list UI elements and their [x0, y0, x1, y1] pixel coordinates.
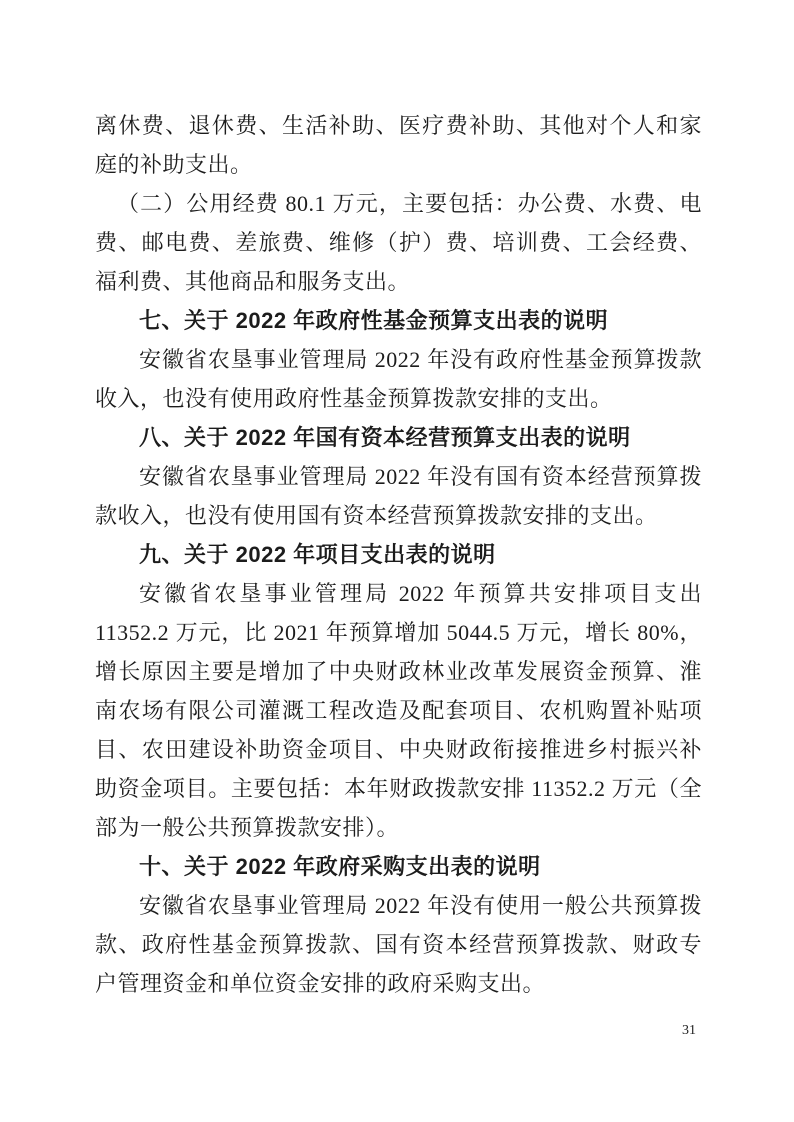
- section-heading-8-state-capital-budget: 八、关于 2022 年国有资本经营预算支出表的说明: [139, 425, 631, 450]
- section-heading-9-project-expenditure: 九、关于 2022 年项目支出表的说明: [139, 542, 496, 567]
- section-heading-7-government-fund-budget: 七、关于 2022 年政府性基金预算支出表的说明: [139, 308, 609, 333]
- paragraph-government-procurement: 安徽省农垦事业管理局 2022 年没有使用一般公共预算拨款、政府性基金预算拨款、国有资本经营预算拨款、财政专户管理资金和单位资金安排的政府采购支出。: [95, 893, 702, 996]
- paragraph-government-fund-budget: 安徽省农垦事业管理局 2022 年没有政府性基金预算拨款收入，也没有使用政府性基金预算拨款安排的支出。: [95, 347, 702, 411]
- paragraph-personal-family-subsidy: 离休费、退休费、生活补助、医疗费补助、其他对个人和家庭的补助支出。: [95, 113, 702, 177]
- section-heading-10-government-procurement: 十、关于 2022 年政府采购支出表的说明: [139, 854, 541, 879]
- paragraph-state-capital-budget: 安徽省农垦事业管理局 2022 年没有国有资本经营预算拨款收入，也没有使用国有资本经营预算拨款安排的支出。: [95, 464, 702, 528]
- page-number: 31: [682, 1023, 696, 1038]
- paragraph-public-expense: （二）公用经费 80.1 万元，主要包括：办公费、水费、电费、邮电费、差旅费、维修（护）费、培训费、工会经费、福利费、其他商品和服务支出。: [95, 191, 702, 294]
- paragraph-project-expenditure: 安徽省农垦事业管理局 2022 年预算共安排项目支出 11352.2 万元，比 2021 年预算增加 5044.5 万元，增长 80%，增长原因主要是增加了中央财政林业改革发展资金预算、淮南农场有限公司灌溉工程改造及配套项目、农机购置补贴项目、农田建设补助资金项目、中央财政衔接推进乡村振兴补助资金项目。主要包括：本年财政拨款安排 11352.2 万元（全部为一般公共预算拨款安排）。: [95, 581, 702, 840]
- document-text-block: [95, 106, 702, 1003]
